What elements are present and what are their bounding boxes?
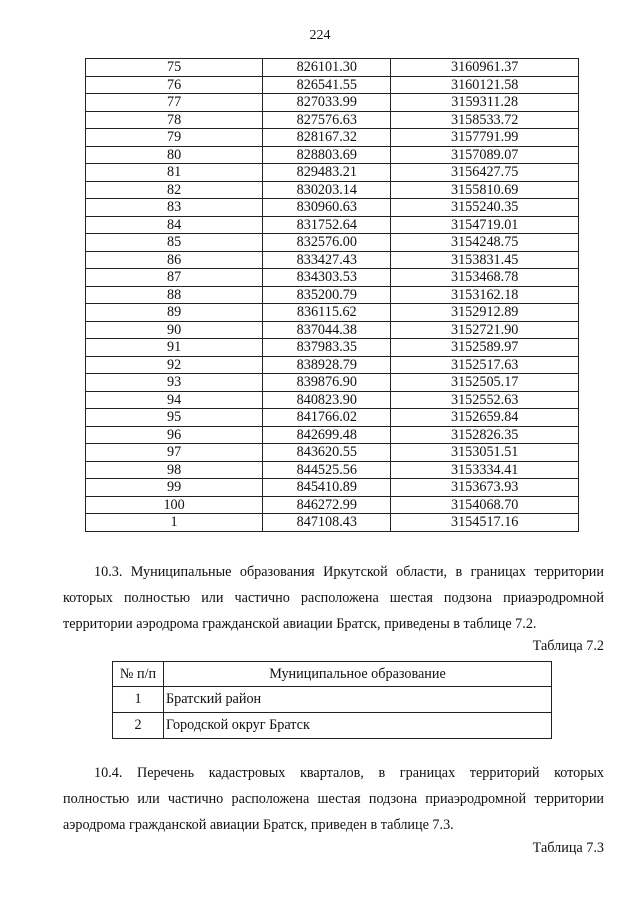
section-10-4-line: аэродрома гражданской авиации Братск, приведен в таблице 7.3. [63, 817, 454, 833]
point-number: 80 [86, 146, 263, 164]
point-number: 95 [86, 409, 263, 427]
coordinate-x: 842699.48 [263, 426, 391, 444]
table-row [86, 496, 579, 514]
coordinate-y: 3158533.72 [391, 111, 579, 129]
point-number: 92 [86, 356, 263, 374]
table-row [86, 304, 579, 322]
coordinate-y: 3157791.99 [391, 129, 579, 147]
point-number: 77 [86, 94, 263, 112]
coordinate-y: 3154248.75 [391, 234, 579, 252]
point-number: 1 [86, 514, 263, 532]
coordinate-x: 827033.99 [263, 94, 391, 112]
coordinate-x: 833427.43 [263, 251, 391, 269]
table-row [86, 286, 579, 304]
section-10-3-line: которых полностью или частично расположена шестая подзона приаэродромной [63, 590, 604, 606]
coordinate-y: 3159311.28 [391, 94, 579, 112]
table-row [86, 199, 579, 217]
point-number: 98 [86, 461, 263, 479]
coordinate-y: 3157089.07 [391, 146, 579, 164]
coordinate-x: 837983.35 [263, 339, 391, 357]
coordinate-x: 826541.55 [263, 76, 391, 94]
point-number: 83 [86, 199, 263, 217]
point-number: 82 [86, 181, 263, 199]
table-row [86, 339, 579, 357]
coordinate-x: 834303.53 [263, 269, 391, 287]
table-row [86, 164, 579, 182]
point-number: 91 [86, 339, 263, 357]
coordinate-y: 3152721.90 [391, 321, 579, 339]
point-number: 94 [86, 391, 263, 409]
section-10-4-paragraph [63, 760, 604, 838]
coordinate-x: 830203.14 [263, 181, 391, 199]
table-7-3-caption: Таблица 7.3 [532, 840, 604, 856]
coordinate-x: 831752.64 [263, 216, 391, 234]
coordinate-x: 843620.55 [263, 444, 391, 462]
point-number: 84 [86, 216, 263, 234]
coordinate-y: 3153162.18 [391, 286, 579, 304]
section-10-3-paragraph [63, 559, 604, 637]
point-number: 90 [86, 321, 263, 339]
coordinate-y: 3160961.37 [391, 59, 579, 77]
coordinate-x: 828167.32 [263, 129, 391, 147]
coordinates-table [85, 58, 579, 532]
coordinate-x: 841766.02 [263, 409, 391, 427]
coordinate-y: 3152659.84 [391, 409, 579, 427]
page-number: 224 [309, 28, 331, 43]
point-number: 88 [86, 286, 263, 304]
coordinate-x: 844525.56 [263, 461, 391, 479]
coordinate-y: 3153468.78 [391, 269, 579, 287]
coordinate-x: 846272.99 [263, 496, 391, 514]
municipal-formations-table [112, 661, 552, 739]
municipality-name: Городской округ Братск [164, 713, 552, 739]
table-row [86, 391, 579, 409]
table-row [86, 76, 579, 94]
coordinate-y: 3153831.45 [391, 251, 579, 269]
section-10-3-line: 10.3. Муниципальные образования Иркутской области, в границах территории [94, 564, 604, 580]
point-number: 93 [86, 374, 263, 392]
coordinate-y: 3155810.69 [391, 181, 579, 199]
section-10-4-line: полностью или частично расположена шестая подзона приаэродромной территории [63, 791, 604, 807]
point-number: 87 [86, 269, 263, 287]
section-10-4-line: 10.4. Перечень кадастровых кварталов, в границах территорий которых [94, 765, 604, 781]
coordinate-y: 3154068.70 [391, 496, 579, 514]
coordinate-y: 3152552.63 [391, 391, 579, 409]
point-number: 99 [86, 479, 263, 497]
table-row [86, 181, 579, 199]
coordinate-x: 835200.79 [263, 286, 391, 304]
table-row [86, 444, 579, 462]
point-number: 76 [86, 76, 263, 94]
coordinate-y: 3155240.35 [391, 199, 579, 217]
coordinate-x: 830960.63 [263, 199, 391, 217]
coordinate-x: 828803.69 [263, 146, 391, 164]
coordinate-y: 3154719.01 [391, 216, 579, 234]
coordinate-y: 3153673.93 [391, 479, 579, 497]
table-row [86, 146, 579, 164]
table-row [86, 479, 579, 497]
table-row [113, 687, 552, 713]
coordinate-x: 826101.30 [263, 59, 391, 77]
coordinate-y: 3152589.97 [391, 339, 579, 357]
coordinate-x: 840823.90 [263, 391, 391, 409]
table-row [86, 409, 579, 427]
table-row [86, 111, 579, 129]
point-number: 89 [86, 304, 263, 322]
municipality-name: Братский район [164, 687, 552, 713]
coordinate-y: 3156427.75 [391, 164, 579, 182]
table-row [86, 216, 579, 234]
coordinate-y: 3152826.35 [391, 426, 579, 444]
coordinate-y: 3160121.58 [391, 76, 579, 94]
coordinate-x: 838928.79 [263, 356, 391, 374]
coordinate-x: 839876.90 [263, 374, 391, 392]
coordinate-x: 837044.38 [263, 321, 391, 339]
table-header-row [113, 662, 552, 687]
point-number: 78 [86, 111, 263, 129]
table-row [113, 713, 552, 739]
coordinate-y: 3152517.63 [391, 356, 579, 374]
coordinate-x: 832576.00 [263, 234, 391, 252]
table-row [86, 234, 579, 252]
table-row [86, 321, 579, 339]
coordinate-y: 3153334.41 [391, 461, 579, 479]
column-header-number: № п/п [113, 662, 164, 687]
row-number: 1 [113, 687, 164, 713]
coordinate-x: 827576.63 [263, 111, 391, 129]
coordinate-y: 3153051.51 [391, 444, 579, 462]
point-number: 79 [86, 129, 263, 147]
coordinate-x: 829483.21 [263, 164, 391, 182]
table-row [86, 426, 579, 444]
table-7-2-caption: Таблица 7.2 [532, 638, 604, 654]
table-row [86, 269, 579, 287]
coordinate-x: 845410.89 [263, 479, 391, 497]
point-number: 96 [86, 426, 263, 444]
column-header-municipality: Муниципальное образование [164, 662, 552, 687]
coordinate-y: 3154517.16 [391, 514, 579, 532]
table-row [86, 374, 579, 392]
table-row [86, 356, 579, 374]
table-row [86, 59, 579, 77]
table-row [86, 514, 579, 532]
table-row [86, 251, 579, 269]
point-number: 86 [86, 251, 263, 269]
table-row [86, 129, 579, 147]
coordinate-x: 836115.62 [263, 304, 391, 322]
coordinate-x: 847108.43 [263, 514, 391, 532]
point-number: 81 [86, 164, 263, 182]
point-number: 85 [86, 234, 263, 252]
row-number: 2 [113, 713, 164, 739]
point-number: 97 [86, 444, 263, 462]
point-number: 100 [86, 496, 263, 514]
section-10-3-line: территории аэродрома гражданской авиации Братск, приведены в таблице 7.2. [63, 616, 537, 632]
table-row [86, 94, 579, 112]
point-number: 75 [86, 59, 263, 77]
table-row [86, 461, 579, 479]
coordinate-y: 3152505.17 [391, 374, 579, 392]
coordinate-y: 3152912.89 [391, 304, 579, 322]
